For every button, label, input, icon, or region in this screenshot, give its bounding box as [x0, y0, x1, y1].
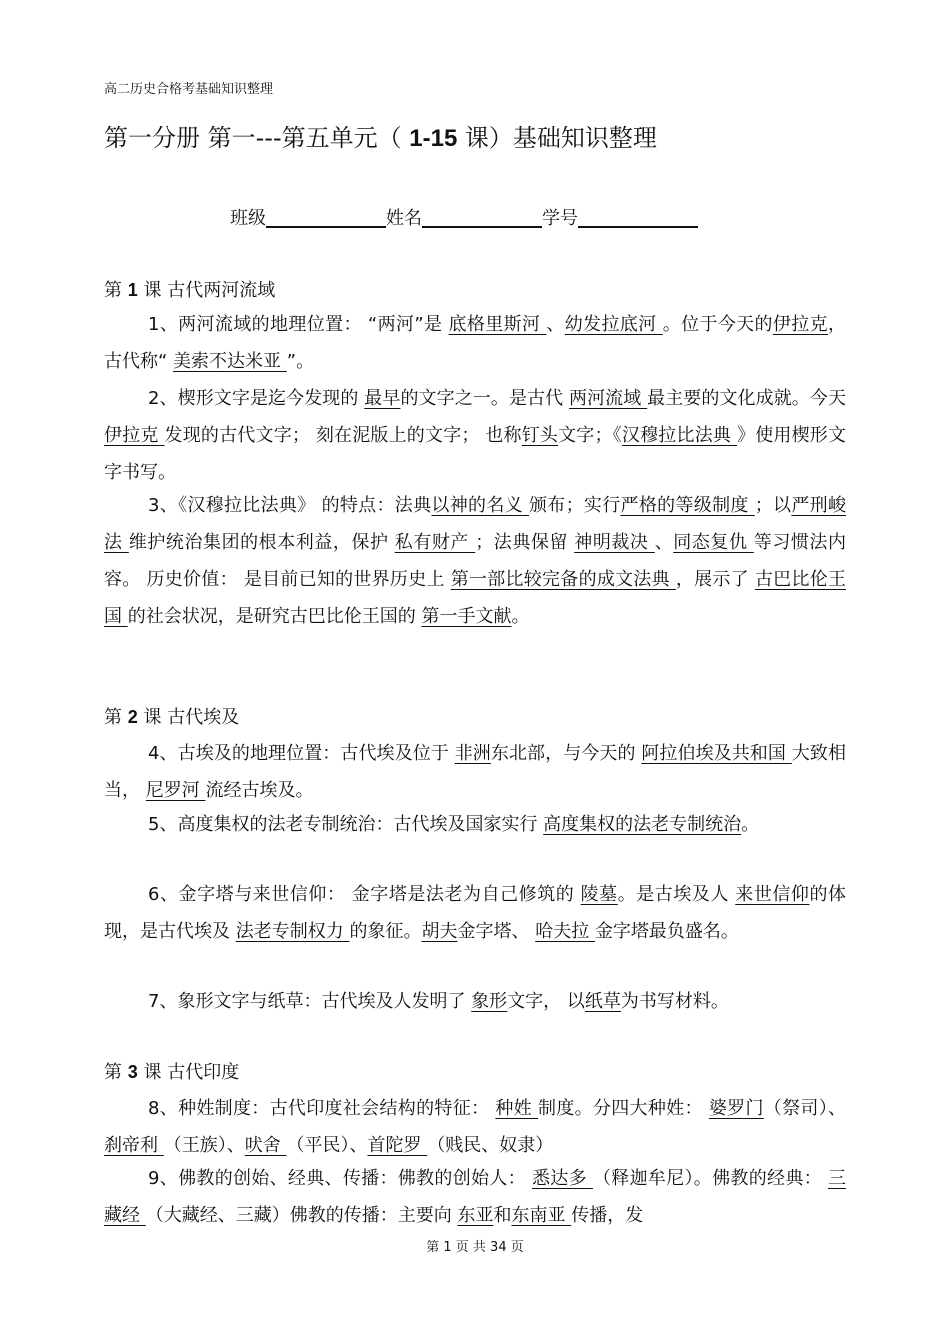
paragraph-text: 。是古埃及人	[617, 884, 736, 905]
answer-blank: 三藏经	[104, 1168, 846, 1226]
paragraph-text: （王族）、	[163, 1135, 245, 1156]
answer-blank: 种姓	[495, 1098, 539, 1119]
paragraph-text: ；以	[754, 495, 792, 516]
class-blank[interactable]	[266, 206, 386, 228]
paragraph-text: 颁布；实行	[529, 495, 621, 516]
paragraph-text: 和	[493, 1205, 512, 1226]
paragraph-text: 为书写材料。	[620, 991, 729, 1012]
paragraph-text: 制度。分四大种姓：	[538, 1098, 709, 1119]
answer-blank: 古巴比伦王国	[104, 569, 846, 627]
answer-blank: 严刑峻法	[104, 495, 846, 553]
document-title	[104, 118, 657, 153]
lesson-prefix: 第	[104, 280, 128, 301]
paragraph-text: （平民）、	[286, 1135, 368, 1156]
paragraph-9	[104, 1160, 846, 1234]
answer-blank: 悉达多	[531, 1168, 593, 1189]
answer-blank: 阿拉伯埃及共和国	[641, 743, 792, 764]
paragraph-text: 最主要的文化成就。今天	[647, 388, 846, 409]
paragraph-text: 、	[546, 314, 565, 335]
lesson-prefix: 第	[104, 707, 128, 728]
running-head: 高二历史合格考基础知识整理	[104, 82, 274, 97]
paragraph-text: 1、两河流域的地理位置： “两河”是	[148, 314, 449, 335]
lesson-title: 课 古代两河流域	[137, 280, 276, 301]
page-footer: 第 1 页 共 34 页	[426, 1240, 524, 1255]
paragraph-text: （祭司）、	[763, 1098, 846, 1119]
paragraph-text: 的体现，是古代埃及	[104, 884, 847, 942]
lesson-heading-2	[104, 703, 239, 729]
paragraph-text: ；法典保留	[475, 532, 575, 553]
title-prefix: 第一分册 第一---第五单元（	[104, 124, 410, 152]
paragraph-text: ”。	[286, 351, 315, 372]
paragraph-7	[104, 983, 846, 1020]
answer-blank: 婆罗门	[708, 1098, 764, 1119]
answer-blank: 非洲	[454, 743, 491, 764]
answer-blank: 伊拉克	[772, 314, 829, 335]
answer-blank: 哈夫拉	[535, 921, 595, 942]
paragraph-text: ，古代称“	[104, 314, 847, 372]
paragraph-text: 流经古埃及。	[205, 780, 314, 801]
paragraph-text: 发现的古代文字； 刻在泥版上的文字； 也称	[164, 425, 522, 446]
paragraph-2	[104, 380, 846, 491]
paragraph-text: 等习惯法内容。 历史价值： 是目前已知的世界历史上	[104, 532, 846, 590]
answer-blank: 伊拉克	[104, 425, 165, 446]
name-blank[interactable]	[422, 206, 542, 228]
answer-blank: 首陀罗	[367, 1135, 428, 1156]
paragraph-5	[104, 806, 846, 843]
paragraph-1	[104, 306, 846, 380]
answer-blank: 高度集权的法老专制统治	[543, 814, 742, 835]
paragraph-text: ，展示了	[675, 569, 755, 590]
paragraph-text: 的象征。	[349, 921, 422, 942]
answer-blank: 胡夫	[421, 921, 458, 942]
paragraph-text: 5、高度集权的法老专制统治：古代埃及国家实行	[148, 814, 544, 835]
paragraph-text: 9、佛教的创始、经典、传播：佛教的创始人：	[148, 1168, 532, 1189]
answer-blank: 钉头	[521, 425, 559, 446]
answer-blank: 来世信仰	[735, 884, 810, 905]
answer-blank: 第一部比较完备的成文法典	[450, 569, 676, 590]
lesson-prefix: 第	[104, 1062, 128, 1083]
paragraph-text: 东北部，与今天的	[490, 743, 642, 764]
paragraph-3	[104, 487, 846, 635]
paragraph-text: 的社会状况，是研究古巴比伦王国的	[127, 606, 422, 627]
paragraph-6	[104, 876, 846, 950]
id-blank[interactable]	[578, 206, 698, 228]
answer-blank: 象形	[471, 991, 508, 1012]
lesson-heading-1	[104, 276, 275, 302]
lesson-title: 课 古代埃及	[137, 707, 240, 728]
paragraph-text: 文字， 以	[507, 991, 585, 1012]
paragraph-text: 》使用楔形文字书写。	[104, 425, 847, 483]
answer-blank: 尼罗河	[145, 780, 206, 801]
paragraph-text: 。位于今天的	[662, 314, 773, 335]
lesson-number: 2	[127, 707, 138, 727]
paragraph-text: 6、金字塔与来世信仰： 金字塔是法老为自己修筑的	[148, 884, 581, 905]
paragraph-text: 。	[511, 606, 530, 627]
answer-blank: 同态复仇	[673, 532, 754, 553]
paragraph-text: （贱民、奴隶）	[427, 1135, 554, 1156]
answer-blank: 幼发拉底河	[564, 314, 663, 335]
paragraph-text: 维护统治集团的根本利益，保护	[128, 532, 395, 553]
title-lesson-range: 1-15	[409, 125, 458, 152]
title-suffix: 课）基础知识整理	[457, 124, 657, 152]
paragraph-text: （释迦牟尼）。佛教的经典：	[592, 1168, 828, 1189]
paragraph-text: 金字塔、	[457, 921, 536, 942]
answer-blank: 刹帝利	[104, 1135, 164, 1156]
paragraph-text: （大藏经、三藏）佛教的传播：主要向	[145, 1205, 458, 1226]
answer-blank: 底格里斯河	[448, 314, 547, 335]
paragraph-text: 、	[654, 532, 674, 553]
answer-blank: 以神的名义	[431, 495, 529, 516]
paragraph-text: 3、《汉穆拉比法典》 的特点：法典	[148, 495, 432, 516]
paragraph-text: 。	[741, 814, 760, 835]
answer-blank: 严格的等级制度	[620, 495, 755, 516]
paragraph-text: 的文字之一。是古代	[400, 388, 569, 409]
paragraph-text: 4、古埃及的地理位置：古代埃及位于	[148, 743, 455, 764]
answer-blank: 东亚	[457, 1205, 494, 1226]
paragraph-text: 7、象形文字与纸草：古代埃及人发明了	[148, 991, 472, 1012]
answer-blank: 第一手文献	[421, 606, 512, 627]
paragraph-text: 8、种姓制度：古代印度社会结构的特征：	[148, 1098, 496, 1119]
answer-blank: 纸草	[584, 991, 621, 1012]
answer-blank: 神明裁决	[574, 532, 655, 553]
answer-blank: 吠舍	[244, 1135, 287, 1156]
paragraph-text: 文字；《	[558, 425, 622, 446]
lesson-heading-3	[104, 1058, 239, 1084]
student-info-fields	[230, 204, 698, 230]
id-label: 学号	[542, 208, 578, 229]
paragraph-text: 大致相当，	[104, 743, 846, 801]
answer-blank: 最早	[364, 388, 401, 409]
paragraph-text: 2、楔形文字是迄今发现的	[148, 388, 365, 409]
answer-blank: 两河流域	[569, 388, 648, 409]
paragraph-4	[104, 735, 846, 809]
class-label: 班级	[230, 208, 266, 229]
answer-blank: 陵墓	[580, 884, 618, 905]
paragraph-text: 金字塔最负盛名。	[594, 921, 739, 942]
answer-blank: 法老专制权力	[235, 921, 350, 942]
answer-blank: 东南亚	[511, 1205, 572, 1226]
answer-blank: 汉穆拉比法典	[621, 425, 738, 446]
answer-blank: 美索不达米亚	[173, 351, 287, 372]
paragraph-8	[104, 1090, 846, 1164]
lesson-number: 3	[127, 1062, 138, 1082]
answer-blank: 私有财产	[394, 532, 476, 553]
name-label: 姓名	[386, 208, 422, 229]
lesson-number: 1	[127, 280, 138, 300]
paragraph-text: 传播，发	[571, 1205, 644, 1226]
lesson-title: 课 古代印度	[137, 1062, 240, 1083]
